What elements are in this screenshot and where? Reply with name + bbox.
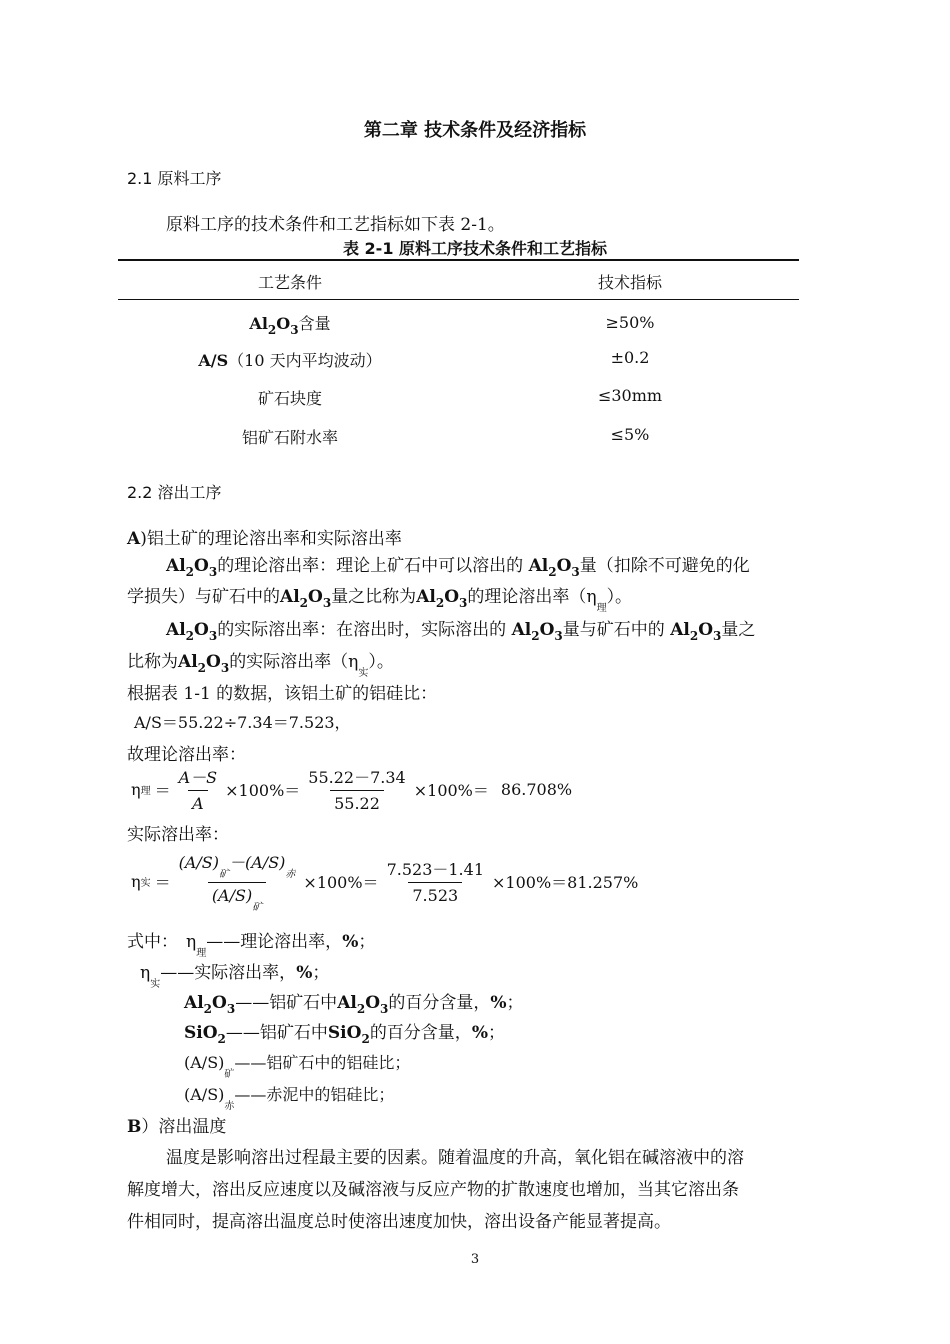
table-header-index: 技术指标 — [597, 273, 662, 292]
fraction: $\frac{A-S}{A}$ — [178, 768, 218, 813]
paragraph-theory-line2: 学损失）与矿石中的$Al_2O_3$量之比称为$Al_2O_3$的理论溶出率$(\eta_理)$。 — [127, 587, 633, 614]
chapter-title: 第二章 技术条件及经济指标 — [363, 120, 587, 141]
basis-text: 根据表 1-1 的数据，该铝土矿的铝硅比： — [127, 684, 438, 704]
actual-label: 实际溶出率： — [127, 825, 229, 845]
table-row: $Al_2O_3$含量 — [249, 314, 331, 337]
table-caption: 表 2-1 原料工序技术条件和工艺指标 — [342, 239, 608, 258]
fraction: $\frac{7.523-1.41}{7.523}$ — [386, 860, 484, 905]
fraction: $\frac{(A/S)_矿-(A/S)_赤}{(A/S)_矿}$ — [178, 852, 296, 913]
subsection-b-title: B）溶出温度 — [127, 1117, 227, 1137]
table-cell-value: ≤5% — [610, 425, 650, 444]
paragraph-temperature-line3: 件相同时，提高溶出温度总时使溶出速度加快，溶出设备产能显著提高。 — [127, 1212, 671, 1232]
definition-sio2: SiO$_2$——铝矿石中SiO$_2$的百分含量，%； — [184, 1023, 505, 1046]
table-cell-value: ±0.2 — [610, 348, 650, 367]
table-cell-value: ≤30mm — [597, 386, 663, 405]
fraction: $\frac{55.22-7.34}{55.22}$ — [308, 768, 406, 813]
table-row: 铝矿石附水率 — [241, 428, 338, 447]
paragraph-actual-line1: $Al_2O_3$的实际溶出率：在溶出时，实际溶出的 $Al_2O_3$量与矿石中的 $Al_2O_3$量之 — [166, 620, 756, 643]
paragraph-theory-line1: $Al_2O_3$的理论溶出率：理论上矿石中可以溶出的 $Al_2O_3$量（扣除不可避免的化 — [166, 556, 750, 579]
definition-eta-theory: 式中： $\eta_理——$理论溶出率，%； — [127, 932, 376, 959]
subsection-a-title: A)铝土矿的理论溶出率和实际溶出率 — [127, 529, 402, 549]
definition-al2o3: $Al_2O_3——$铝矿石中$Al_2O_3$的百分含量，%； — [184, 993, 524, 1016]
definition-eta-actual: $\eta_实——$实际溶出率，%； — [140, 963, 330, 990]
section-heading-2-1: 2.1 原料工序 — [127, 169, 222, 188]
section-intro: 原料工序的技术条件和工艺指标如下表 2-1。 — [166, 215, 505, 235]
definition-as-ore: $(A/S)_矿——$铝矿石中的铝硅比； — [184, 1053, 411, 1080]
theory-label: 故理论溶出率： — [127, 745, 246, 765]
definition-as-redmud: $(A/S)_赤——$赤泥中的铝硅比； — [184, 1085, 395, 1112]
paragraph-temperature-line2: 解度增大，溶出反应速度以及碱溶液与反应产物的扩散速度也增加，当其它溶出条 — [127, 1180, 739, 1200]
equation-actual: η 实 ＝ $\frac{(A/S)_矿-(A/S)_赤}{(A/S)_矿}$ ×100%＝ $\frac{7.523-1.41}{7.523}$ ×100%＝81.257% — [131, 856, 638, 906]
paragraph-actual-line2: 比称为$Al_2O_3$的实际溶出率$(\eta_实)$。 — [127, 652, 394, 679]
al2o3-formula: $Al_2O_3$ — [249, 314, 299, 337]
table-row: A/S（10 天内平均波动） — [198, 351, 382, 370]
section-heading-2-2: 2.2 溶出工序 — [127, 483, 222, 502]
equation-theory: η 理 ＝ $\frac{A-S}{A}$ ×100%＝ $\frac{55.22-7.34}{55.22}$ ×100%＝ 86.708% — [131, 766, 572, 812]
table-cell-value: ≥50% — [605, 313, 655, 332]
table-header-rule — [118, 299, 799, 300]
as-calculation: A/S＝55.22÷7.34＝7.523， — [134, 713, 351, 732]
page-number: 3 — [470, 1252, 480, 1267]
table-header-condition: 工艺条件 — [257, 273, 322, 292]
paragraph-temperature-line1: 温度是影响溶出过程最主要的因素。随着温度的升高，氧化铝在碱溶液中的溶 — [166, 1148, 744, 1168]
table-row: 矿石块度 — [257, 389, 322, 408]
table-top-rule — [118, 259, 799, 261]
